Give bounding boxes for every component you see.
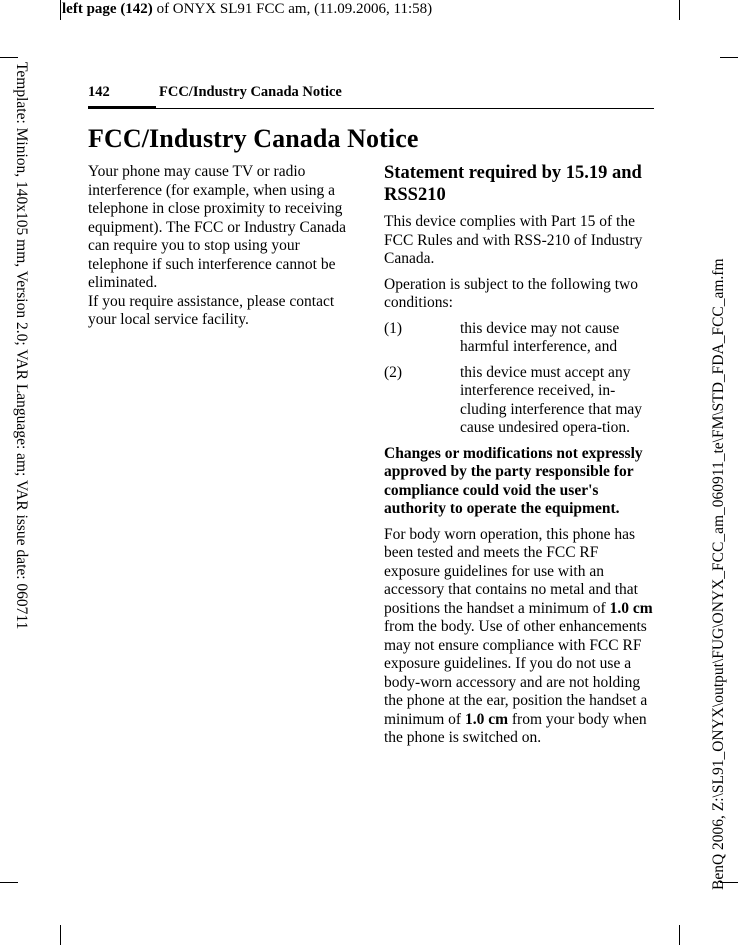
running-header	[88, 82, 654, 104]
conditions-intro: Operation is subject to the following two conditions:	[384, 275, 638, 311]
header-rule	[88, 108, 654, 109]
condition-item	[384, 320, 654, 357]
min-distance-value: 1.0 cm	[609, 599, 653, 617]
assistance-paragraph: If you require assistance, please contact your local service facility.	[88, 292, 335, 328]
crop-mark	[720, 57, 738, 58]
crop-mark	[60, 925, 61, 945]
interference-paragraph: Your phone may cause TV or radio interference (for example, when using a telephone in close proximity to receiving equipment). The FCC or Industry Canada can require you to stop using your telephone if such interference cannot be eliminated.	[88, 163, 347, 291]
condition-text: this device must accept any interference received, in-cluding interference that may cause undesired opera-tion.	[460, 363, 643, 436]
body-worn-paragraph	[384, 526, 654, 748]
min-distance-value: 1.0 cm	[464, 710, 508, 728]
crop-mark	[679, 0, 680, 20]
print-job-label-rest: of ONYX SL91 FCC am, (11.09.2006, 11:58)	[152, 1, 433, 17]
print-job-label	[62, 0, 432, 18]
right-column	[384, 162, 654, 755]
body-worn-text-2: from the body. Use of other enhancements may not ensure compliance with FCC RF exposure guidelines. If you do not use a body-worn accessory and are not holding the phone at the ear, position the handset a minimum of	[384, 618, 648, 728]
page-title: FCC/Industry Canada Notice	[88, 124, 419, 153]
condition-text: this device may not cause harmful interference, and	[460, 319, 620, 355]
condition-item	[384, 364, 654, 438]
crop-mark	[679, 925, 680, 945]
condition-number: (2)	[384, 363, 403, 381]
crop-mark	[60, 0, 61, 20]
running-title: FCC/Industry Canada Notice	[159, 84, 342, 100]
template-info-vertical: Template: Minion, 140x105 mm, Version 2.0; VAR Language: am; VAR issue date: 060711	[13, 62, 30, 630]
crop-mark	[0, 882, 18, 883]
condition-number: (1)	[384, 319, 403, 337]
file-path-vertical: BenQ 2006, Z:\SL91_ONYX\output\FUG\ONYX_FCC_am_060911_te\FM\STD_FDA_FCC_am.fm	[710, 258, 727, 890]
compliance-paragraph: This device complies with Part 15 of the FCC Rules and with RSS-210 of Industry Canada.	[384, 213, 643, 267]
body-worn-text-1: For body worn operation, this phone has been tested and meets the FCC RF exposure guidelines for use with an accessory that contains no metal and that positions the handset a minimum of	[384, 525, 638, 617]
page-number: 142	[88, 84, 110, 100]
print-job-label-bold: left page (142)	[62, 1, 153, 17]
modification-warning: Changes or modifications not expressly approved by the party responsible for compliance could void the user's authority to operate the equipment.	[384, 444, 643, 517]
body-worn-text-3: from your body when the phone is switched on.	[384, 710, 647, 746]
crop-mark	[0, 57, 18, 58]
statement-heading: Statement required by 15.19 and RSS210	[384, 163, 642, 205]
header-rule-accent	[88, 106, 156, 109]
left-column	[88, 163, 356, 330]
